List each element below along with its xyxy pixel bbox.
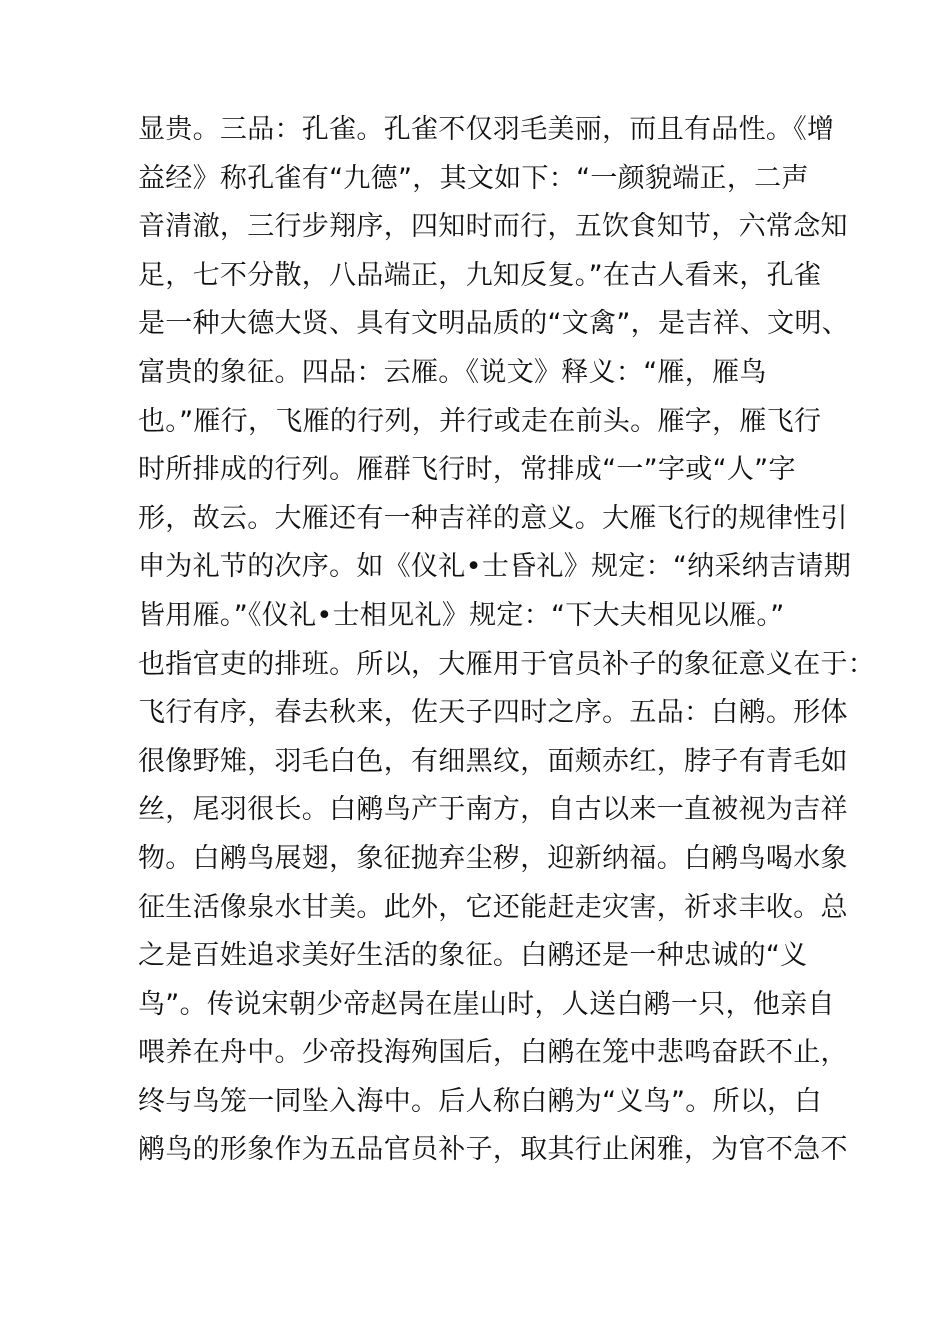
body-text	[138, 106, 876, 1175]
text-line: 音清澈，三行步翔序，四知时而行，五饮食知节，六常念知	[138, 211, 848, 243]
text-line: 益经》称孔雀有“九德”，其文如下：“一颜貌端正，二声	[138, 162, 809, 194]
text-line: 是一种大德大贤、具有文明品质的“文禽”，是吉祥、文明、	[138, 308, 850, 340]
text-line: 富贵的象征。四品：云雁。《说文》释义：“雁，雁鸟	[138, 356, 767, 388]
text-line: 时所排成的行列。雁群飞行时，常排成“一”字或“人”字	[138, 454, 796, 486]
text-line: 飞行有序，春去秋来，佐天子四时之序。五品：白鹇。形体	[138, 697, 848, 729]
text-line: 也。”雁行，飞雁的行列，并行或走在前头。雁字，雁飞行	[138, 405, 822, 437]
text-line: 皆用雁。”《仪礼•士相见礼》规定：“下大夫相见以雁。”	[138, 599, 785, 631]
text-line: 显贵。三品：孔雀。孔雀不仅羽毛美丽，而且有品性。《增	[138, 114, 835, 145]
text-line: 终与鸟笼一同坠入海中。后人称白鹇为“义鸟”。所以，白	[138, 1085, 822, 1117]
text-line: 也指官吏的排班。所以，大雁用于官员补子的象征意义在于：	[138, 648, 876, 680]
text-line: 丝，尾羽很长。白鹇鸟产于南方，自古以来一直被视为吉祥	[138, 794, 848, 826]
text-line: 很像野雉，羽毛白色，有细黑纹，面颊赤红，脖子有青毛如	[138, 745, 848, 777]
text-line: 征生活像泉水甘美。此外，它还能赶走灾害，祈求丰收。总	[138, 891, 848, 923]
text-line: 足，七不分散，八品端正，九知反复。”在古人看来，孔雀	[138, 259, 822, 291]
text-line: 物。白鹇鸟展翅，象征抛弃尘秽，迎新纳福。白鹇鸟喝水象	[138, 842, 848, 874]
text-line: 申为礼节的次序。如《仪礼•士昏礼》规定：“纳采纳吉请期	[138, 551, 852, 583]
text-line: 形，故云。大雁还有一种吉祥的意义。大雁飞行的规律性引	[138, 502, 848, 534]
text-line: 鸟”。传说宋朝少帝赵昺在崖山时，人送白鹇一只，他亲自	[138, 988, 835, 1020]
text-line: 之是百姓追求美好生活的象征。白鹇还是一种忠诚的“义	[138, 940, 808, 972]
text-line: 喂养在舟中。少帝投海殉国后，白鹇在笼中悲鸣奋跃不止，	[138, 1037, 848, 1069]
text-line: 鹇鸟的形象作为五品官员补子，取其行止闲雅，为官不急不	[138, 1134, 848, 1166]
